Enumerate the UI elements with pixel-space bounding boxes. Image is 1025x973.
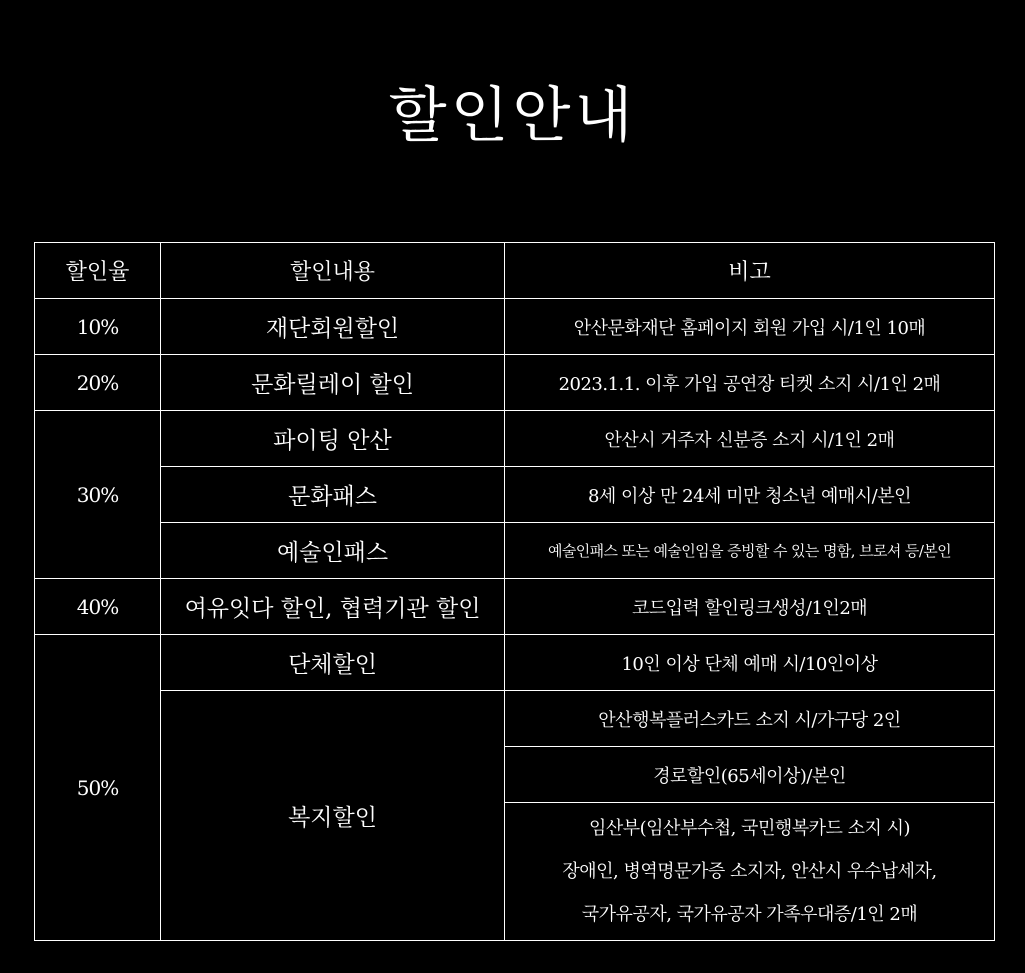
table-row	[35, 635, 995, 691]
note-cell: 안산시 거주자 신분증 소지 시/1인 2매	[505, 411, 995, 467]
table-row	[35, 411, 995, 467]
note-cell: 10인 이상 단체 예매 시/10인이상	[505, 635, 995, 691]
note-cell-multiline	[505, 803, 995, 941]
content-cell: 단체할인	[161, 635, 505, 691]
note-line: 장애인, 병역명문가증 소지자, 안산시 우수납세자,	[562, 861, 937, 882]
content-cell: 여유잇다 할인, 협력기관 할인	[161, 579, 505, 635]
table-header-row	[35, 243, 995, 299]
page-title: 할인안내	[388, 81, 637, 151]
note-cell: 경로할인(65세이상)/본인	[505, 747, 995, 803]
table-row	[35, 467, 995, 523]
note-cell: 코드입력 할인링크생성/1인2매	[505, 579, 995, 635]
table-row	[35, 299, 995, 355]
discount-table	[34, 242, 995, 941]
table-row	[35, 579, 995, 635]
table-row	[35, 523, 995, 579]
table-row	[35, 691, 995, 747]
content-cell: 문화패스	[161, 467, 505, 523]
header-content: 할인내용	[161, 243, 505, 299]
note-cell: 예술인패스 또는 예술인임을 증빙할 수 있는 명함, 브로셔 등/본인	[505, 523, 995, 579]
note-cell: 8세 이상 만 24세 미만 청소년 예매시/본인	[505, 467, 995, 523]
note-cell: 안산문화재단 홈페이지 회원 가입 시/1인 10매	[505, 299, 995, 355]
rate-cell: 30%	[35, 411, 161, 579]
rate-cell: 10%	[35, 299, 161, 355]
content-cell: 파이팅 안산	[161, 411, 505, 467]
note-cell: 2023.1.1. 이후 가입 공연장 티켓 소지 시/1인 2매	[505, 355, 995, 411]
rate-cell: 40%	[35, 579, 161, 635]
content-cell: 문화릴레이 할인	[161, 355, 505, 411]
content-cell: 재단회원할인	[161, 299, 505, 355]
content-cell: 예술인패스	[161, 523, 505, 579]
content-cell: 복지할인	[161, 691, 505, 941]
rate-cell: 50%	[35, 635, 161, 941]
rate-cell: 20%	[35, 355, 161, 411]
note-line: 임산부(임산부수첩, 국민행복카드 소지 시)	[588, 818, 911, 839]
note-cell: 안산행복플러스카드 소지 시/가구당 2인	[505, 691, 995, 747]
header-rate: 할인율	[35, 243, 161, 299]
header-note: 비고	[505, 243, 995, 299]
table-row	[35, 355, 995, 411]
note-line: 국가유공자, 국가유공자 가족우대증/1인 2매	[581, 904, 918, 925]
